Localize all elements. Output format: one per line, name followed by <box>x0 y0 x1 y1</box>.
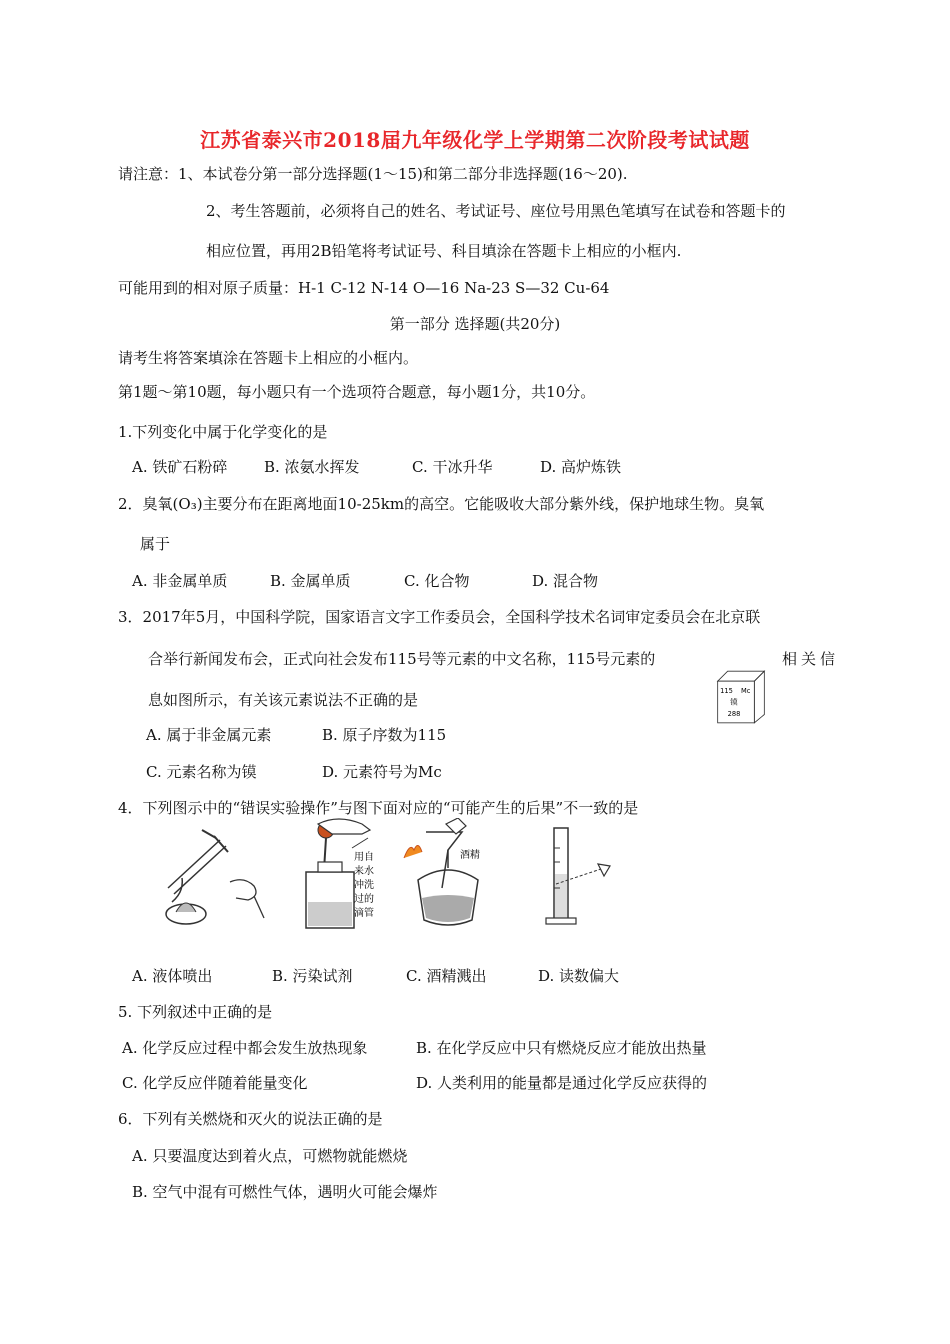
dropper-label-3: 冲洗 <box>354 880 374 891</box>
part1-instruction-1: 请考生将答案填涂在答题卡上相应的小框内。 <box>118 349 419 367</box>
figure-heating-test-tube <box>158 818 268 930</box>
question-1-stem: 1.下列变化中属于化学变化的是 <box>118 423 328 441</box>
question-5-stem: 5. 下列叙述中正确的是 <box>118 1003 273 1021</box>
q1-option-b: B. 浓氨水挥发 <box>264 458 360 476</box>
q6-option-a: A. 只要温度达到着火点，可燃物就能燃烧 <box>132 1147 408 1165</box>
q4-option-c: C. 酒精溅出 <box>406 967 487 985</box>
q5-option-b: B. 在化学反应中只有燃烧反应才能放出热量 <box>416 1039 707 1057</box>
q5-option-c: C. 化学反应伴随着能量变化 <box>122 1074 308 1092</box>
question-6-stem: 6．下列有关燃烧和灭火的说法正确的是 <box>118 1110 383 1128</box>
q3-option-b: B. 原子序数为115 <box>322 726 447 744</box>
q2-option-a: A. 非金属单质 <box>132 572 228 590</box>
element-mass: 288 <box>727 710 741 719</box>
q5-option-a: A. 化学反应过程中都会发生放热现象 <box>122 1039 368 1057</box>
element-name: 镆 <box>730 697 738 707</box>
dropper-label-1: 用自 <box>354 852 374 863</box>
q4-option-b: B. 污染试剂 <box>272 967 353 985</box>
figure-dropper-bottle <box>296 818 386 930</box>
dropper-label-2: 来水 <box>354 866 374 877</box>
q4-option-d: D. 读数偏大 <box>538 967 620 985</box>
q1-option-c: C. 干冰升华 <box>412 458 493 476</box>
exam-title: 江苏省泰兴市2018届九年级化学上学期第二次阶段考试试题 <box>200 128 750 152</box>
q2-option-b: B. 金属单质 <box>270 572 351 590</box>
q6-option-b: B. 空气中混有可燃性气体，遇明火可能会爆炸 <box>132 1183 438 1201</box>
dropper-label-5: 滴管 <box>354 908 374 919</box>
element-symbol: Mc <box>741 686 751 695</box>
dropper-label-4: 过的 <box>354 894 374 905</box>
question-2-stem: 2．臭氧(O₃)主要分布在距离地面10-25km的高空。它能吸收大部分紫外线，保护地球生物。臭氧 <box>118 495 765 513</box>
question-3-stem-cont: 合举行新闻发布会，正式向社会发布115号等元素的中文名称，115号元素的 <box>148 650 656 668</box>
q3-option-c: C. 元素名称为镆 <box>146 763 257 781</box>
figure-graduated-cylinder <box>544 818 616 930</box>
q2-option-d: D. 混合物 <box>532 572 599 590</box>
question-4-stem: 4．下列图示中的“错误实验操作”与图下面对应的“可能产生的后果”不一致的是 <box>118 799 639 817</box>
atomic-masses: 可能用到的相对原子质量：H-1 C-12 N-14 O—16 Na-23 S—32 Cu-64 <box>118 279 610 297</box>
element-115-card <box>716 668 766 726</box>
figure-alcohol-lamp <box>398 818 498 930</box>
part1-heading: 第一部分 选择题(共20分) <box>389 315 561 333</box>
part1-instruction-2: 第1题～第10题，每小题只有一个选项符合题意，每小题1分，共10分。 <box>118 383 596 401</box>
notice-line-1: 请注意：1、本试卷分第一部分选择题(1～15)和第二部分非选择题(16～20). <box>118 165 628 183</box>
notice-line-3: 相应位置，再用2B铅笔将考试证号、科目填涂在答题卡上相应的小框内. <box>206 242 682 260</box>
q1-option-d: D. 高炉炼铁 <box>540 458 622 476</box>
q1-option-a: A. 铁矿石粉碎 <box>132 458 228 476</box>
question-3-stem: 3．2017年5月，中国科学院，国家语言文字工作委员会，全国科学技术名词审定委员会在北京联 <box>118 608 761 626</box>
question-2-stem-cont: 属于 <box>140 535 171 553</box>
question-3-stem-cont-b: 相关信 <box>782 650 840 668</box>
notice-line-2: 2、考生答题前，必须将自己的姓名、考试证号、座位号用黑色笔填写在试卷和答题卡的 <box>206 202 786 220</box>
q3-option-d: D. 元素符号为Mc <box>322 763 442 781</box>
element-number: 115 <box>720 686 733 695</box>
q5-option-d: D. 人类利用的能量都是通过化学反应获得的 <box>416 1074 708 1092</box>
alcohol-label: 酒精 <box>460 850 480 861</box>
q2-option-c: C. 化合物 <box>404 572 470 590</box>
q4-option-a: A. 液体喷出 <box>132 967 213 985</box>
question-3-stem-cont-2: 息如图所示，有关该元素说法不正确的是 <box>148 691 419 709</box>
q3-option-a: A. 属于非金属元素 <box>146 726 272 744</box>
